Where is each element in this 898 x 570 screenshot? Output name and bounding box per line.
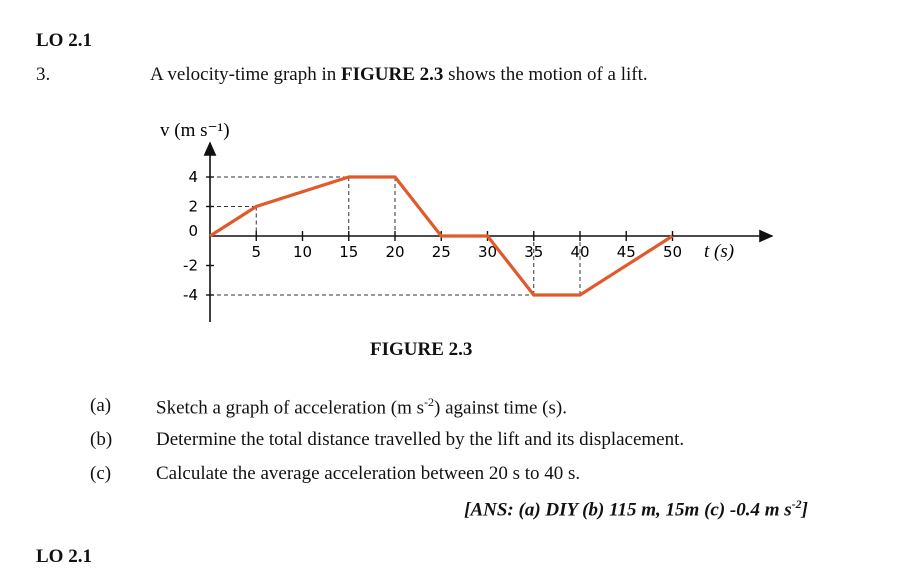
x-tick-label: 10 [292, 243, 313, 261]
x-tick-label: 15 [339, 243, 359, 261]
part-a-superscript: -2 [424, 395, 434, 409]
y-tick-label: 0 [188, 222, 198, 240]
figure-reference: FIGURE 2.3 [341, 64, 444, 85]
answer-key [464, 497, 808, 521]
part-b-text: Determine the total distance travelled by the lift and its displacement. [156, 429, 685, 450]
x-tick-label: 5 [251, 243, 262, 261]
question-intro-post: shows the motion of a lift. [443, 64, 648, 85]
answer-key-pre: [ANS: (a) DIY (b) 115 m, 15m (c) -0.4 m s [464, 499, 792, 521]
x-tick-label: 25 [431, 243, 451, 261]
x-tick-label: 30 [477, 243, 498, 261]
x-tick-label: 45 [616, 243, 636, 261]
x-axis-label: t (s) [704, 241, 735, 262]
answer-key-post: ] [801, 499, 808, 521]
part-c-label: (c) [90, 463, 112, 484]
figure-caption: FIGURE 2.3 [370, 339, 473, 360]
part-a-text-post: ) against time (s). [434, 397, 567, 419]
y-tick-label: 2 [188, 197, 198, 216]
x-tick-label: 35 [524, 243, 544, 261]
part-b-label: (b) [90, 429, 113, 450]
part-c-text: Calculate the average acceleration between 20 s to 40 s. [156, 463, 581, 484]
learning-outcome-bottom: LO 2.1 [36, 546, 92, 567]
x-tick-label: 20 [385, 243, 405, 261]
part-a-label: (a) [90, 395, 112, 416]
question-number: 3. [36, 64, 51, 85]
x-tick-label: 50 [662, 243, 683, 261]
part-a-text-pre: Sketch a graph of acceleration (m s [156, 397, 424, 419]
learning-outcome-top: LO 2.1 [36, 30, 92, 51]
x-tick-label: 40 [570, 243, 590, 261]
y-tick-label: 4 [188, 168, 198, 186]
y-tick-label: -4 [183, 286, 198, 304]
part-a-text [156, 395, 567, 419]
y-axis-label: v (m s⁻¹) [160, 120, 230, 141]
answer-key-superscript: -2 [791, 497, 802, 511]
question-intro-pre: A velocity-time graph in [150, 64, 342, 85]
y-tick-label: -2 [183, 256, 198, 275]
